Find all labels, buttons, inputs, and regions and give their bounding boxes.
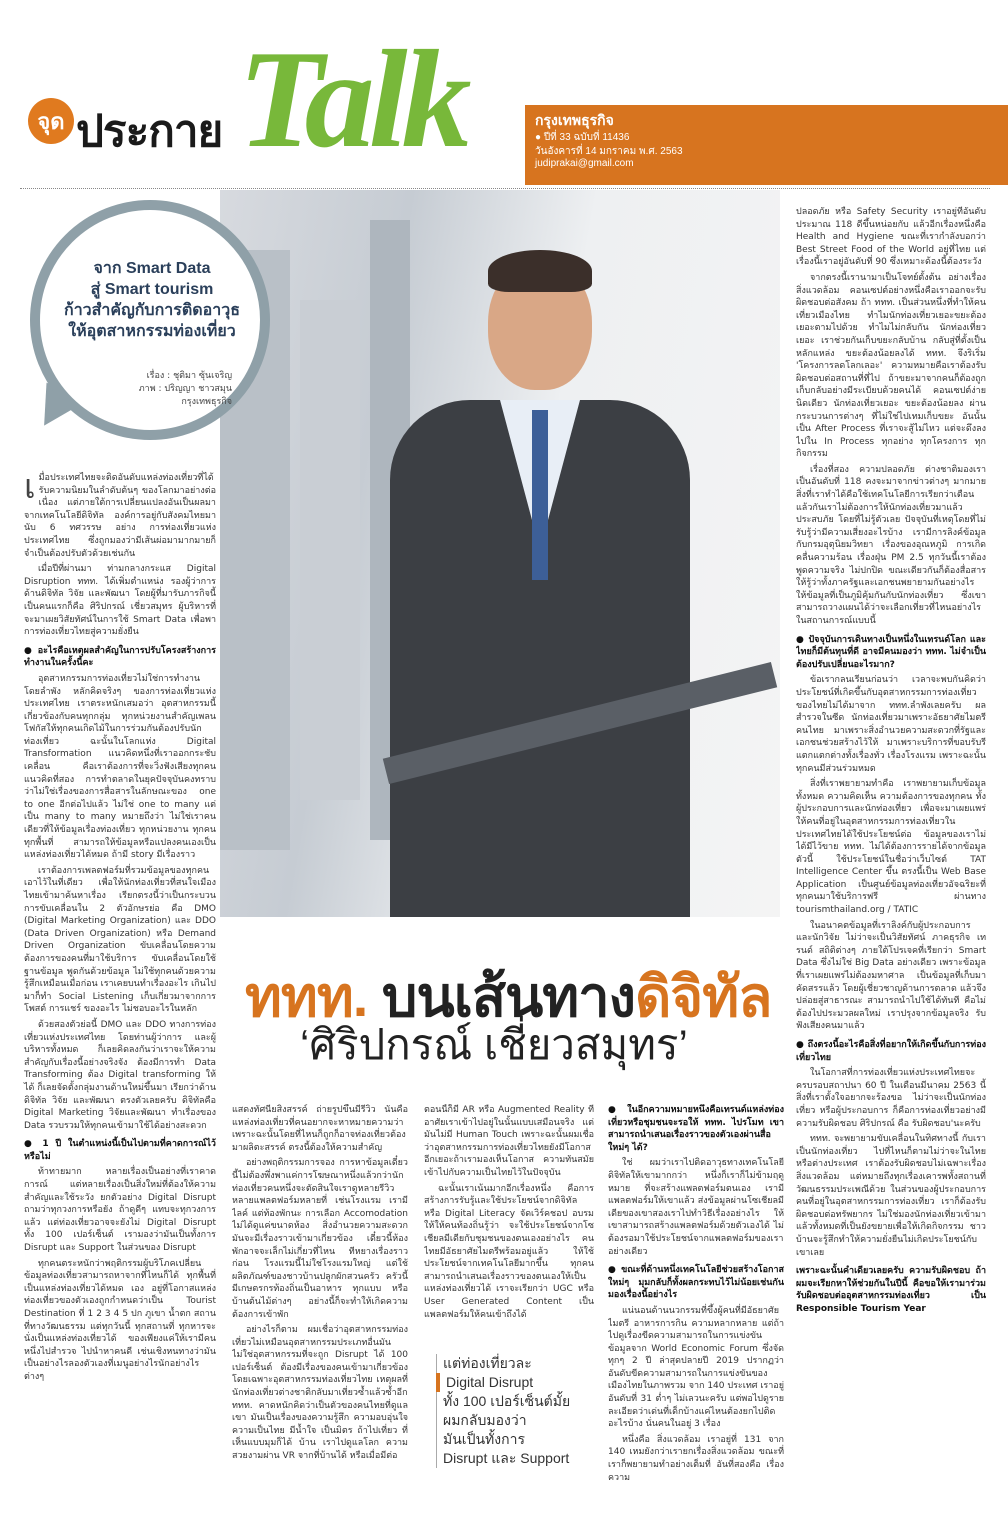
paragraph: หนึ่งคือ สิ่งแวดล้อม เราอยู่ที่ 131 จาก 140 เหมยังกว่าเรายกเรื่องสิ่งแวดล้อม ขณะที่เราก็พยายามทำอย่างเต็มที่ อันที่สองคือ เรื่องความ xyxy=(608,1434,784,1483)
question-heading: ● ในอีกความหมายหนึ่งคือเทรนด์แหล่งท่องเที่ยวหรือชุมชนจะรอให้ ททท. ไปรโมท เขาสามารถนำเสนอเรื่องราวของตัวเองผ่านสื่อใหม่ๆ ได้? xyxy=(608,1105,784,1153)
paragraph: แสดงทัศนียสิ่งสรรค์ ถ่ายรูปขึ้นมีรีวิว นั่นคือแหล่งท่องเที่ยวที่คนอยากจะหาหมายความว่า เพราะฉะนั้นโดยที่ไหนก็ถูกก็อาจท่องเที่ยวต้องมาผลิตะสรรค์ ตรงนี้ต้องให้ความสำคัญ xyxy=(232,1105,408,1153)
paragraph: ททท. จะพยายามขับเคลื่อนในทิศทางนี้ กับเราเป็นนักท่องเที่ยว ไปที่ไหนก็ตามไม่ว่าจะในไทย หรือต่างประเทศ เราต้องรับผิดชอบไม่เฉพาะเรื่องสิ่งแวดล้อม แต่หมายถึงทุกเรื่องเคารพทั้งสถานที่ วัฒนธรรมประเพณีด้วย ในส่วนของผู้ประกอบการ คนที่อยู่ในอุตสาหกรรมการท่องเที่ยว เราก็ต้องรับผิดชอบต่อทรัพยากร ไม่ใช่มองนักท่องเที่ยวเข้ามาแล้วทั้งหมดที่เป็นยังขยายเพื่อให้เกิดกิจกรรม ชาวบ้านจะรู้สึกทำให้ความยั่งยืนไม่เกิดประโยชน์กับเขาเลย xyxy=(796,1134,986,1258)
title-tat: ททท. xyxy=(245,965,368,1028)
article-column-3 xyxy=(424,1104,594,1344)
paragraph: เราต้องการเพลตฟอร์มที่รวมข้อมูลของทุกคนเอาไว้ในที่เดียว เพื่อให้นักท่องเที่ยวที่สนใจเมืองไทยเข้ามาค้นหาเรื่อง เรียกตรงนี้ว่าเป็นกระบวนการขับเคลื่อนใน 2 ตัวอักษรย่อ คือ DMO (Digital Marketing Organization) และ DDO (Data Driven Organization) หรือ Demand Driven Organization ขับเคลื่อนโดยความต้องการของคนที่มาใช้บริการ ขับเคลื่อนโดยใช้ฐานข้อมูล พูดกันด้วยข้อมูล ไม่ใช้ทุกคนด้วยความรู้สึกเหมือนเมื่อก่อน เราเคยบนทำเรื่องอะไร เกินไปมาก็ทำ Social Listening เก็บเกี่ยวมาจากการโพสต์ การแชร์ ของอะไร ไม่ชอบอะไรในหลัก xyxy=(24,865,216,1015)
pull-quote-line: ทั้ง 100 เปอร์เซ็นต์มั้ย xyxy=(436,1392,606,1411)
interviewee-name: ‘ศิริปกรณ์ เชี่ยวสมุทร’ xyxy=(300,1021,688,1068)
story-credit: เรื่อง : ชุติมา ซุ้นเจริญ xyxy=(146,371,232,381)
closing-statement: เพราะฉะนั้นคำเดียวเลยครับ ความรับผิดชอบ ถ้าผมจะเรียกหาให้ช่วยกันในปีนี้ คือขอให้เรามาร่วมรับผิดชอบต่ออุตสาหกรรมท่องเที่ยว เป็น Responsible Tourism Year xyxy=(796,1266,986,1314)
question-heading: ● ปัจจุบันการเดินทางเป็นหนึ่งในเทรนด์โลก และไทยก็มีต้นทุนที่ดี อาจมีคนมองว่า ททท. ไม่จำเป็นต้องปรับเปลี่ยนอะไรมาก? xyxy=(796,634,986,670)
paragraph: ในโอกาสที่การท่องเที่ยวแห่งประเทศไทยจะครบรอบสถาปนา 60 ปี ในเดือนมีนาคม 2563 นี้ สิ่งที่เราตั้งใจอยากจะร้องขอ ไม่ว่าจะเป็นนักท่องเที่ยว หรือผู้ประกอบการ ก็คือการท่องเที่ยวอย่างมีความรับผิดชอบ ศิริปกรณ์ คือ รับผิดชอบ'นะครับ xyxy=(796,1068,986,1129)
contact-email[interactable]: judiprakai@gmail.com xyxy=(535,158,634,169)
paragraph: ทุกคนตระหนักว่าพฤติกรรมผู้บริโภคเปลี่ยน ข้อมูลท่องเที่ยวสามารถหาจากที่ไหนก็ได้ ทุกพื้นที่เป็นแหล่งท่องเที่ยวได้หมด เอง อยู่ที่โอกาสแหล่งท่องเที่ยวของตัวเองถูกกำหนดว่าเป็น Tourist Destination ที่ 1 2 3 4 5 ปก ภูเขา น้ำตก สถานที่ทางวัฒนธรรม แต่ทุกวันนี้ ทุกสถานที่ ทุกหารจะนั่งเป็นแหล่งท่องเที่ยวได้ ของเพียงแค่ให้เรามีคนหนึ่งไปสำรวจ ไปนำหาคนดี เช่นเชิงหนทางว่ามันเป็นอย่างไรลองตัวเองที่เมนูอย่างไรนักอย่างไรต่างๆ xyxy=(24,1258,216,1382)
masthead-jud-badge: จุด xyxy=(28,98,74,144)
intro-paragraph: มื่อประเทศไทยจะติดอันดับแหล่งท่องเที่ยวที่ได้รับความนิยมในลำดับต้นๆ ของโลกมาอย่างต่อเนื่อง แต่ภายใต้การเปลี่ยนแปลงอันเป็นผลมาจากเทคโนโลยีดิจิทัล องค์การอยู่กับสังคมไทยมานับ 6 ทศวรรษ อย่าง การท่องเที่ยวแห่งประเทศไทย ซึ่งถูกมองว่ามีเส้นผ่อมามากมายก็จำเป็นต้องปรับตัวด้วยเช่นกัน xyxy=(24,473,216,559)
byline xyxy=(52,370,232,409)
issue-number: ● ปีที่ 33 ฉบับที่ 11436 xyxy=(535,132,630,143)
paragraph: ข้อเรากลนเรียนก่อนว่า เวลาจะพบกันคิดว่าประโยชน์ที่เกิดขึ้นกับอุตสาหกรรมการท่องเที่ยวของไทยไม่ได้มาจาก ททท.ลำพังเลยครับ ผลสำรวจในซีด นักท่องเที่ยวมาเพราะอัธยาศัยไมตรีคนไทย มาเพราะสิ่งอำนวยความสะดวกที่รัฐและเอกชนช่วยสร้างไว้ให้ มาเพราะบริการที่ขอบรับรีแตกแตกต่างทั้งเรื่องทั่ว เรื่องโรงแรม เพราะฉะนั้นทุกคนมีส่วนร่วมหมด xyxy=(796,675,986,774)
pull-quote xyxy=(436,1354,606,1468)
issue-date: วันอังคารที่ 14 มกราคม พ.ศ. 2563 xyxy=(535,146,683,157)
masthead-title: ประกาย xyxy=(76,107,223,156)
paragraph: แน่นอนด้านนวกรรมที่ขึ้งผู้คนที่มีอัธยาศัยไมตรี อาหารการกิน ความหลากหลาย แต่ถ้าไปดูเรื่องขีดความสามารถในการแข่งขัน ข้อมูลจาก World Economic Forum ซึ่งจัดทุกๆ 2 ปี ล่าสุดปลายปี 2019 ปรากฏว่า อันดับขีดความสามารถในการแข่งขันของเมืองไทยในภาพรวม จาก 140 ประเทศ เราอยู่อันดับที่ 31 ต่ำๆ ไม่เลวนะครับ แต่พอไปดูรายละเอียดว่าเด่นที่เด็กบ้างแค่ไหนต้องยกไปติดอะไรบ้าง นั่นคนในอยู่ 3 เรื่อง xyxy=(608,1305,784,1430)
paragraph: ท้าทายมาก หลายเรื่องเป็นอย่างที่เราคาดการณ์ แต่หลายเรื่องเป็นสิ่งใหม่ที่ต้องให้ความสำคัญและใช้ระวัง ยกตัวอย่าง Digital Disrupt ถามว่าทุกวงการหรือยัง ถ้าดูดีๆ แทบจะทุกวงการแล้ว แต่ท่องเที่ยวอาจจะยังไม่ Digital Disrupt ทั้ง 100 เปอร์เซ็นต์ เรามองว่ามันเป็นทั้งการ Disrupt และ Support ในส่วนของ Disrupt xyxy=(24,1167,216,1254)
paragraph: อย่างไรก็ตาม ผมเชื่อว่าอุตสาหกรรมท่องเที่ยวไม่เหมือนอุตสาหกรรมประเภทอื่นมัน ไม่ใช่อุตสาหกรรมที่จะถูก Disrupt ได้ 100 เปอร์เซ็นต์ ต้องมีเรื่องของคนเข้ามาเกี่ยวข้อง โดยเฉพาะอุตสาหกรรมท่องเที่ยวไทย เหตุผลที่นักท่องเที่ยวต่างชาติกลับมาเที่ยวซ้ำแล้วซ้ำอีก ททท. คาดหนักคิดว่าเป็นตัวของคนไทยที่ดูแลเขา มันเป็นเรื่องของความรู้สึก ความอบอุ่นใจ ความเป็นไทย มีน้ำใจ เป็นมิตร ถ้าไปเที่ยว ที่เห็นแบบมุมก็ได้ บ้าน เราไปดูแลโลก ความสวยงามผ่าน VR จากที่บ้านได้ หรือเมื่อมีต่อ xyxy=(232,1325,408,1462)
drop-cap: เ xyxy=(24,467,36,507)
person-tie xyxy=(532,410,548,580)
paragraph: อย่างพฤติกรรมการจอง การหาข้อมูลเดี๋ยวนี้ไม่ต้องพึ่งพาแค่การโฆษณาหนึ่งแล้วกว่านักท่องเที่ยวคนหนึ่งจะตัดสินใจเราดูหลายรีวิว หลายแพลตฟอร์มหลายที่ เช่นโรงแรม เรามีไลค์ แต่ท้องพักนะ การเลือก Accomodation ไม่ได้ดูแค่ขนาดห้อง สิ่งอำนวยความสะดวก มันจะมีเรื่องราวเข้ามาเกี่ยวข้อง เดี๋ยวนี้ห้องพักอาจจะเล็กไม่เกี่ยวที่ไหน ทีหยางเรื่องราวก่อน โรงแรมนี้ไม่ใช่โรงแรมใหญ่ แต่ใช้ผลิตภัณฑ์ของชาวบ้านปลูกผักสวนครัว ครัวนี้มีเกษตรกรท้องถิ่นเป็นอาหาร ทุกแบบ หรือ บ้านต้นไม้ต่างๆ อย่างนี้ก็จะทำให้เกิดความต้องการเข้าพัก xyxy=(232,1158,408,1320)
paragraph: ปลอดภัย หรือ Safety Security เราอยู่ที่อันดับประมาณ 118 ดีขึ้นหน่อยกับ แล้วอีกเรื่องหนึ่งคือ Health and Hygiene ขณะที่เรากำลังบอกว่า Best Street Food of the World อยู่ที่ไทย แต่เรื่องนี้เราอยู่อันดับที่ 90 ซึ่งเหมาะด้องนี้ต้องระวัง xyxy=(796,207,986,268)
headline xyxy=(52,258,252,342)
title-digital: ดิจิทัล xyxy=(635,965,772,1028)
headline-line-2: สู่ Smart tourism xyxy=(90,281,214,298)
paragraph: ฉะนั้นเราเน้นมากอีกเรื่องหนึ่ง คือการสร้างการรับรู้และใช้ประโยชน์จากดิจิทัล หรือ Digital Literacy จัดเวิร์คชอป อบรมให้ให้คนท้องถิ่นรู้ว่า จะใช้ประโยชน์จากโซเชียลมีเดียกับชุมชนของตนเองอย่างไร คนไทยมีอัธยาศัยไมตรีพร้อมอยู่แล้ว ให้ใช้ประโยชน์จากเทคโนโลยีมากขึ้น ทุกคนสามารถนำเสนอเรื่องราวของตนเองให้เป็นแหล่งท่องเที่ยวได้ เราจะเรียกว่า UGC หรือ User Generated Content เป็นแพลตฟอร์มให้คนเข้าถึงได้ xyxy=(424,1183,594,1320)
article-column-2 xyxy=(232,1104,408,1532)
photo-credit: ภาพ : ปริญญา ชาวสมุน xyxy=(138,384,232,394)
question-heading: ● 1 ปี ในตำแหน่งนี้เป็นไปตามที่คาดการณ์ไว้หรือไม่ xyxy=(24,1139,216,1162)
masthead-divider xyxy=(20,188,990,189)
person-hair xyxy=(488,250,592,292)
pull-quote-line: Digital Disrupt xyxy=(436,1373,606,1392)
paragraph: สิ่งที่เราพยายามทำคือ เราพยายามเก็บข้อมูลทั้งหมด ความคิดเห็น ความต้องการของทุกคน ทั้งผู้ประกอบการและนักท่องเที่ยว เพื่อจะมาเผยแพร่ให้คนที่อยู่ในอุตสาหกรรมการท่องเที่ยวในประเทศไทยได้ใช้ประโยชน์ต่อ ข้อมูลของเราไม่ได้มีไว้ขาย ททท. ไม่ได้ต้องการรายได้จากข้อมูลตัวนี้ ใช้ประโยชน์ในชื่อว่าเว็บไซต์ TAT Intelligence Center ขึ้น ตรงนี้เป็น Web Base Application เป็นศูนย์ข้อมูลท่องเที่ยวอัจฉริยะที่ทุกคนมาใช้บริการฟรี ผ่านทาง tourismthailand.org / TATIC xyxy=(796,779,986,916)
paragraph: จากตรงนี้เรานามาเป็นโจทย์ตั้งต้น อย่างเรื่องสิ่งแวดล้อม คอนเซปต์อย่างหนึ่งคือเราออกจะรับผิดชอบต่อสังคม ถ้า ททท. เป็นส่วนหนึ่งที่ทำให้คนเที่ยวเมืองไทย ทำไมนักท่องเที่ยวเยอะขยะต้องเยอะตามไปด้วย ทำไมไม่กลับกัน นักท่องเที่ยวเยอะ เราช่วยกันเก็บขยะกลับบ้าน กลับสู่ที่ตั้งเป็นหลักแหล่ง ขยะต้องน้อยลงได้ ททท. จึงริเริ่ม 'โครงการลดโลกเลอะ' ความหมายคือเราต้องรับผิดชอบต่อสถานที่ที่ไป ถ้าขยะมาจากคนก็ต้องถูกเก็บกลับอย่างมีระเบียบด้วยคนได้ คอนเซปต์ง่ายนิดเดียว นักท่องเที่ยวเยอะ ขยะต้องน้อยลง ผ่านกระบวนการต่างๆ ที่ไม่ใช่ไปเทมเก็บขยะ อันนั้นเป็น After Process ที่เราจะสู้ไม่ไหว แต่จะดึงลงไปใน In Process ทุกอย่าง ทุกโครงการ ทุกกิจกรรม xyxy=(796,272,986,460)
paragraph: เรื่องที่สอง ความปลอดภัย ต่างชาติมองเราเป็นอันดับที่ 118 คงจะมาจากข่าวต่างๆ มากมายสิ่งที่เราทำได้คือใช้เทคโนโลยีการเรียกว่าเตือนแล้วกันเราไม่ต้องการให้นักท่องเที่ยวมาแล้วประสบภัย โดยที่ไม่รู้ตัวเลย ปัจจุบันที่เหตุโดยที่ไม่รับรู้ว่ามีความเสี่ยงอะไรบ้าง เรามีการลิงค์ข้อมูลกับกรมอุตุนิยมวิทยา เรื่องของอุณหภูมิ การเกิดคลื่นความร้อน เรื่องฝุ่น PM 2.5 ทุกวันนี้เราต้องพูดความจริง ไม่ปกปิด ขณะเดียวกันก็ต้องสื่อสารให้รู้ว่าทั้งภาครัฐและเอกชนพยายามกันอย่างไร ให้ข้อมูลที่เป็นภูมิคุ้มกันกับนักท่องเที่ยว ซึ่งเขาสามารถวางแผนได้ว่าจะเลือกเที่ยวที่ไหนอย่างไรในสถานการณ์แบบนี้ xyxy=(796,464,986,626)
masthead-talk-logo: Talk xyxy=(238,22,466,177)
paragraph: ในอนาคตข้อมูลที่เราลิงค์กับผู้ประกอบการและนักวิจัย ไม่ว่าจะเป็นวิสัยทัศน์ ภาคธุรกิจ เทรนด์ สถิติต่างๆ ภายใต้โปรเจคที่เรียกว่า Smart Data ซึ่งไม่ใช่ Big Data อย่างเดียว เพราะข้อมูลที่เราเผยแพร่ไม่ต้องมหาศาล เป็นข้อมูลที่เก็บมาคัดสรรแล้ว โดยผู้เชี่ยวชาญด้านการตลาด แล้วจึงปล่อยสู่สาธารณะ สามารถนำไปใช้ได้ทันที คือไม่ต้องไปประมวลผลใหม่ เราปรุงจากข้อมูลจริง รับฟังเสียงคนมาแล้ว xyxy=(796,920,986,1032)
question-heading: ● ถึงตรงนี้อะไรคือสิ่งที่อยากให้เกิดขึ้นกับการท่องเที่ยวไทย xyxy=(796,1040,986,1063)
question-heading: ● ขณะที่ด้านหนึ่งเทคโนโลยีช่วยสร้างโอกาสใหม่ๆ มุมกลับก็ทั้งผลกระทบไว้ไม่น้อยเช่นกันมองเรื่องนี้อย่างไร xyxy=(608,1265,784,1301)
headline-line-4: ให้อุตสาหกรรมท่องเที่ยว xyxy=(68,323,236,340)
publication-name: กรุงเทพธุรกิจ xyxy=(535,112,614,128)
paragraph: ใช่ ผมว่าเราไปติดอาวุธทางเทคโนโลยีดิจิทัลให้เขามากกว่า หนึ่งก็เราก็ไม่ข้ามฤดูหมาย ที่จะสร้างแพลตฟอร์มตนเอง เรามีแพลตฟอร์มให้เขาแล้ว ส่งข้อมูลผ่านโซเชียลมีเดียของเขาสองเราไปทำวิธีเรื่องอย่างไร ให้เขาสามารถสร้างแพลตฟอร์มด้วยตัวเองได้ ไม่ต้องรอมาใช้ประโยชน์จากแพลตฟอร์มของเราอย่างเดียว xyxy=(608,1158,784,1257)
article-column-1 xyxy=(24,467,216,1387)
article-column-5 xyxy=(796,206,986,1532)
paragraph: อุตสาหกรรมการท่องเที่ยวไม่ใช่การทำงานโดยลำพัง หลักคิดจริงๆ ของการท่องเที่ยวแห่งประเทศไทย เราตระหนักเสมอว่า อุตสาหกรรมนี้เกี่ยวข้องกับคนทุกกลุ่ม ทุกหน่วยงานสำคัญเพลนโฟกัสให้ทุกคนเกิดไม้ในการร่วมกันต้องปรับนักท่องเที่ยว ฉะนั้นในโลกแห่ง Digital Transformation แนวคิดหนึ่งที่เราออกกระชับเคลื่อน คือเราต้องการที่จะวิ่งฟังเสียงทุกคน แนวคิดที่สอง การทำตลาดในยุคปัจจุบันคงทราบว่าไม่ใช่เรื่องของการสื่อสารในลักษณะของ one to one อีกต่อไปแล้ว ไม่ใช่ one to many แต่เป็น many to many หมายถึงว่า ไม่ใช่เราคนเดียวที่ให้ข้อมูลเรื่องท่องเที่ยว ทุกหน่วยงาน ทุกคน ทุกพื้นที่ สามารถให้ข้อมูลหรือแปลงคนเองเป็นแหล่งท่องเที่ยวได้หมด ถ้ามี story มีเรื่องราว xyxy=(24,673,216,861)
headline-line-1: จาก Smart Data xyxy=(93,260,211,277)
paragraph: เมื่อปีที่ผ่านมา ท่ามกลางกระแส Digital Disruption ททท. ได้เพิ่มตำแหน่ง รองผู้ว่าการด้านดิจิทัล วิจัย และพัฒนา โดยผู้ที่มารับภารกิจนี้เป็นคนแรกก็คือ ศิริปกรณ์ เชี่ยวสมุทร ผู้บริหารที่จะมาเผยวิสัยทัศน์ในการใช้ Smart Data เพื่อพาการท่องเที่ยวไทยสู่ความยั่งยืน xyxy=(24,564,216,638)
pull-quote-line: ผมกลับมองว่า xyxy=(436,1411,606,1430)
question-heading: ● อะไรคือเหตุผลสำคัญในการปรับโครงสร้างการทำงานในครั้งนี้คะ xyxy=(24,645,216,669)
pull-quote-line: มันเป็นทั้งการ xyxy=(436,1430,606,1449)
paragraph: ตอนนี้ก็มี AR หรือ Augmented Reality ที่อาศัยเราเข้าไปอยู่ในนั้นแบบเสมือนจริง แต่มันไม่มี Human Touch เพราะฉะนั้นผมเชื่อว่าอุตสาหกรรมการท่องเที่ยวไทยยังมีโอกาสอีกเยอะถ้าเรามองเห็นโอกาส ความทันสมัยเข้าไปกับความเป็นไทยไว้ในปัจจุบัน xyxy=(424,1105,594,1178)
portrait-photo xyxy=(220,190,780,917)
article-column-4 xyxy=(608,1104,784,1532)
pull-quote-line: แต่ท่องเที่ยวละ xyxy=(436,1354,606,1373)
title-on-path: บนเส้นทาง xyxy=(381,965,636,1028)
organization-credit: กรุงเทพธุรกิจ xyxy=(181,397,232,407)
headline-line-3: ก้าวสำคัญกับการติดอาวุธ xyxy=(64,302,240,319)
paragraph: ด้วยสองตัวย่อนี้ DMO และ DDO ทางการท่องเที่ยวแห่งประเทศไทย โดยท่านผู้ว่าการ และผู้บริหารทั้งหมด ก็เลยคิดลงกันว่าเราจะให้ความสำคัญกับเรื่องนี้อย่างจริงจัง ต้องมีการทำ Data Transforming ต้อง Digital transforming ให้ได้ ก็เลยจัดตั้งกลุ่มงานด้านใหม่ขึ้นมา เรียกว่าด้านดิจิทัล วิจัย และพัฒนา ตรงตัวเลยครับ ดิจิทัลคือ Digital Marketing วิจัยและพัฒนา ทำเรื่องของ Data รวบรวมให้ทุกคนเข้ามาใช้ได้อย่างสะดวก xyxy=(24,1019,216,1131)
pull-quote-line: Disrupt และ Support xyxy=(436,1449,606,1468)
